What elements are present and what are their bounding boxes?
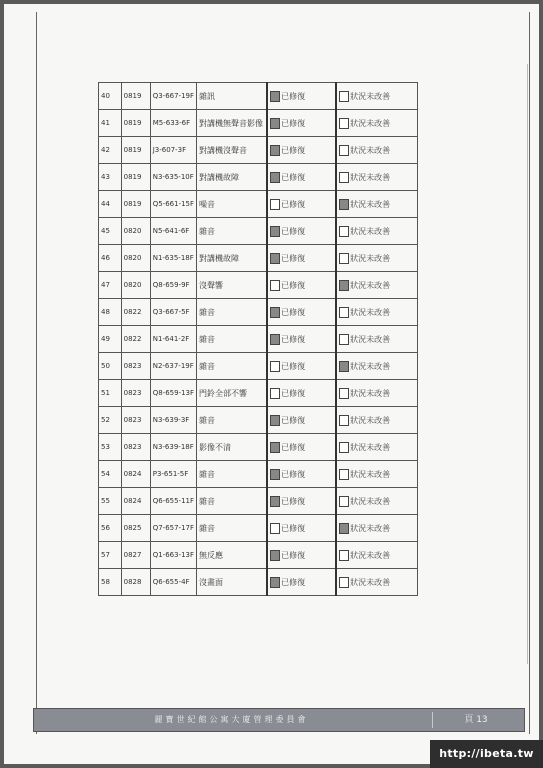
- table-row: [99, 299, 418, 326]
- issue-description: 無反應: [197, 542, 268, 569]
- not-improved-checkbox[interactable]: [339, 91, 349, 102]
- report-date: 0824: [121, 488, 150, 515]
- row-number: 52: [99, 407, 122, 434]
- fixed-cell: [267, 299, 336, 326]
- unit-code: Q3-667-5F: [150, 299, 196, 326]
- not-improved-label: 狀況未改善: [350, 199, 391, 209]
- fixed-cell: [267, 245, 336, 272]
- unit-code: Q8-659-9F: [150, 272, 196, 299]
- row-number: 42: [99, 137, 122, 164]
- table-row: [99, 326, 418, 353]
- fixed-label: 已修復: [281, 361, 306, 371]
- fixed-cell: [267, 272, 336, 299]
- fixed-checkbox[interactable]: [270, 361, 280, 372]
- not-improved-checkbox[interactable]: [339, 496, 349, 507]
- unit-code: Q8-659-13F: [150, 380, 196, 407]
- report-date: 0822: [121, 326, 150, 353]
- issue-description: 雜訊: [197, 83, 268, 110]
- fixed-cell: [267, 542, 336, 569]
- repair-record-table: [98, 82, 418, 596]
- issue-description: 雜音: [197, 488, 268, 515]
- table-row: [99, 515, 418, 542]
- unit-code: M5-633-6F: [150, 110, 196, 137]
- fixed-checkbox[interactable]: [270, 145, 280, 156]
- unit-code: Q1-663-13F: [150, 542, 196, 569]
- status-cell: [336, 299, 417, 326]
- status-cell: [336, 110, 417, 137]
- fixed-checkbox[interactable]: [270, 118, 280, 129]
- report-date: 0819: [121, 191, 150, 218]
- status-cell: [336, 191, 417, 218]
- issue-description: 對講機故障: [197, 164, 268, 191]
- not-improved-label: 狀況未改善: [350, 469, 391, 479]
- fixed-label: 已修復: [281, 226, 306, 236]
- fixed-cell: [267, 380, 336, 407]
- issue-description: 雜音: [197, 299, 268, 326]
- row-number: 44: [99, 191, 122, 218]
- not-improved-label: 狀況未改善: [350, 496, 391, 506]
- table-row: [99, 488, 418, 515]
- fixed-label: 已修復: [281, 118, 306, 128]
- fixed-cell: [267, 488, 336, 515]
- unit-code: Q7-657-17F: [150, 515, 196, 542]
- fixed-cell: [267, 191, 336, 218]
- not-improved-checkbox[interactable]: [339, 307, 349, 318]
- fixed-label: 已修復: [281, 469, 306, 479]
- not-improved-checkbox[interactable]: [339, 253, 349, 264]
- report-date: 0822: [121, 299, 150, 326]
- status-cell: [336, 569, 417, 596]
- status-cell: [336, 488, 417, 515]
- fixed-checkbox[interactable]: [270, 496, 280, 507]
- fixed-checkbox[interactable]: [270, 415, 280, 426]
- issue-description: 雜音: [197, 407, 268, 434]
- unit-code: N5-641-6F: [150, 218, 196, 245]
- fixed-label: 已修復: [281, 415, 306, 425]
- status-cell: [336, 434, 417, 461]
- issue-description: 沒聲響: [197, 272, 268, 299]
- fixed-cell: [267, 515, 336, 542]
- fixed-label: 已修復: [281, 145, 306, 155]
- unit-code: N3-639-18F: [150, 434, 196, 461]
- row-number: 51: [99, 380, 122, 407]
- fixed-label: 已修復: [281, 577, 306, 587]
- not-improved-label: 狀況未改善: [350, 334, 391, 344]
- fixed-checkbox[interactable]: [270, 226, 280, 237]
- not-improved-checkbox[interactable]: [339, 361, 349, 372]
- status-cell: [336, 353, 417, 380]
- not-improved-checkbox[interactable]: [339, 388, 349, 399]
- issue-description: 雜音: [197, 353, 268, 380]
- fixed-cell: [267, 407, 336, 434]
- row-number: 47: [99, 272, 122, 299]
- report-date: 0825: [121, 515, 150, 542]
- not-improved-label: 狀況未改善: [350, 442, 391, 452]
- report-date: 0819: [121, 83, 150, 110]
- fixed-label: 已修復: [281, 442, 306, 452]
- table-row: [99, 353, 418, 380]
- status-cell: [336, 245, 417, 272]
- report-date: 0823: [121, 407, 150, 434]
- unit-code: N2-637-19F: [150, 353, 196, 380]
- fixed-cell: [267, 218, 336, 245]
- fixed-label: 已修復: [281, 91, 306, 101]
- fixed-label: 已修復: [281, 550, 306, 560]
- not-improved-label: 狀況未改善: [350, 388, 391, 398]
- not-improved-label: 狀況未改善: [350, 91, 391, 101]
- fixed-cell: [267, 164, 336, 191]
- issue-description: 門鈴全部不響: [197, 380, 268, 407]
- report-date: 0820: [121, 272, 150, 299]
- fixed-checkbox[interactable]: [270, 280, 280, 291]
- not-improved-label: 狀況未改善: [350, 361, 391, 371]
- not-improved-label: 狀況未改善: [350, 253, 391, 263]
- row-number: 50: [99, 353, 122, 380]
- status-cell: [336, 83, 417, 110]
- fixed-checkbox[interactable]: [270, 388, 280, 399]
- row-number: 41: [99, 110, 122, 137]
- status-cell: [336, 515, 417, 542]
- row-number: 43: [99, 164, 122, 191]
- unit-code: Q5-661-15F: [150, 191, 196, 218]
- watermark: http://ibeta.tw: [430, 740, 543, 768]
- status-cell: [336, 164, 417, 191]
- unit-code: J3-607-3F: [150, 137, 196, 164]
- unit-code: Q6-655-4F: [150, 569, 196, 596]
- row-number: 53: [99, 434, 122, 461]
- table-row: [99, 218, 418, 245]
- not-improved-checkbox[interactable]: [339, 118, 349, 129]
- status-cell: [336, 380, 417, 407]
- report-date: 0823: [121, 434, 150, 461]
- scan-shadow-line: [527, 64, 528, 664]
- fixed-cell: [267, 353, 336, 380]
- fixed-label: 已修復: [281, 253, 306, 263]
- fixed-cell: [267, 137, 336, 164]
- issue-description: 雜音: [197, 218, 268, 245]
- unit-code: N1-635-18F: [150, 245, 196, 272]
- issue-description: 對講機沒聲音: [197, 137, 268, 164]
- row-number: 55: [99, 488, 122, 515]
- page-border-left: [36, 12, 37, 734]
- not-improved-label: 狀況未改善: [350, 226, 391, 236]
- fixed-checkbox[interactable]: [270, 577, 280, 588]
- fixed-label: 已修復: [281, 388, 306, 398]
- unit-code: Q6-655-11F: [150, 488, 196, 515]
- not-improved-checkbox[interactable]: [339, 226, 349, 237]
- not-improved-label: 狀況未改善: [350, 118, 391, 128]
- fixed-checkbox[interactable]: [270, 523, 280, 534]
- row-number: 57: [99, 542, 122, 569]
- not-improved-label: 狀況未改善: [350, 577, 391, 587]
- fixed-checkbox[interactable]: [270, 199, 280, 210]
- not-improved-checkbox[interactable]: [339, 577, 349, 588]
- row-number: 46: [99, 245, 122, 272]
- fixed-label: 已修復: [281, 199, 306, 209]
- fixed-cell: [267, 461, 336, 488]
- table-row: [99, 569, 418, 596]
- fixed-label: 已修復: [281, 307, 306, 317]
- table-row: [99, 110, 418, 137]
- fixed-label: 已修復: [281, 334, 306, 344]
- table-row: [99, 407, 418, 434]
- status-cell: [336, 218, 417, 245]
- not-improved-checkbox[interactable]: [339, 442, 349, 453]
- unit-code: N3-635-10F: [150, 164, 196, 191]
- report-date: 0827: [121, 542, 150, 569]
- issue-description: 雜音: [197, 461, 268, 488]
- not-improved-label: 狀況未改善: [350, 523, 391, 533]
- fixed-label: 已修復: [281, 172, 306, 182]
- report-date: 0823: [121, 380, 150, 407]
- not-improved-checkbox[interactable]: [339, 469, 349, 480]
- table-row: [99, 380, 418, 407]
- table-row: [99, 191, 418, 218]
- not-improved-checkbox[interactable]: [339, 280, 349, 291]
- status-cell: [336, 542, 417, 569]
- row-number: 54: [99, 461, 122, 488]
- fixed-checkbox[interactable]: [270, 91, 280, 102]
- issue-description: 對講機無聲音影像: [197, 110, 268, 137]
- row-number: 40: [99, 83, 122, 110]
- fixed-label: 已修復: [281, 496, 306, 506]
- issue-description: 沒畫面: [197, 569, 268, 596]
- not-improved-checkbox[interactable]: [339, 334, 349, 345]
- row-number: 56: [99, 515, 122, 542]
- fixed-cell: [267, 569, 336, 596]
- status-cell: [336, 407, 417, 434]
- table-row: [99, 137, 418, 164]
- issue-description: 影像不清: [197, 434, 268, 461]
- not-improved-label: 狀況未改善: [350, 415, 391, 425]
- status-cell: [336, 137, 417, 164]
- fixed-cell: [267, 434, 336, 461]
- not-improved-checkbox[interactable]: [339, 523, 349, 534]
- report-date: 0824: [121, 461, 150, 488]
- report-date: 0819: [121, 110, 150, 137]
- unit-code: P3-651-5F: [150, 461, 196, 488]
- table-row: [99, 83, 418, 110]
- unit-code: N3-639-3F: [150, 407, 196, 434]
- fixed-cell: [267, 110, 336, 137]
- table-row: [99, 461, 418, 488]
- fixed-cell: [267, 326, 336, 353]
- fixed-checkbox[interactable]: [270, 253, 280, 264]
- not-improved-label: 狀況未改善: [350, 145, 391, 155]
- footer-bar: [33, 708, 525, 732]
- status-cell: [336, 272, 417, 299]
- table-row: [99, 245, 418, 272]
- fixed-cell: [267, 83, 336, 110]
- fixed-label: 已修復: [281, 280, 306, 290]
- report-date: 0823: [121, 353, 150, 380]
- fixed-checkbox[interactable]: [270, 550, 280, 561]
- row-number: 45: [99, 218, 122, 245]
- report-date: 0820: [121, 218, 150, 245]
- fixed-label: 已修復: [281, 523, 306, 533]
- not-improved-label: 狀況未改善: [350, 550, 391, 560]
- not-improved-checkbox[interactable]: [339, 172, 349, 183]
- fixed-checkbox[interactable]: [270, 307, 280, 318]
- report-date: 0828: [121, 569, 150, 596]
- page-number: 頁 13: [432, 712, 519, 728]
- status-cell: [336, 326, 417, 353]
- not-improved-checkbox[interactable]: [339, 145, 349, 156]
- issue-description: 雜音: [197, 515, 268, 542]
- fixed-checkbox[interactable]: [270, 442, 280, 453]
- table-row: [99, 542, 418, 569]
- committee-name: 麗寶世紀館公寓大廈管理委員會: [154, 715, 309, 724]
- issue-description: 對講機故障: [197, 245, 268, 272]
- fixed-checkbox[interactable]: [270, 334, 280, 345]
- not-improved-label: 狀況未改善: [350, 307, 391, 317]
- unit-code: Q3-667-19F: [150, 83, 196, 110]
- fixed-checkbox[interactable]: [270, 172, 280, 183]
- issue-description: 噪音: [197, 191, 268, 218]
- table-row: [99, 272, 418, 299]
- fixed-checkbox[interactable]: [270, 469, 280, 480]
- status-cell: [336, 461, 417, 488]
- table-row: [99, 164, 418, 191]
- row-number: 48: [99, 299, 122, 326]
- not-improved-checkbox[interactable]: [339, 415, 349, 426]
- not-improved-checkbox[interactable]: [339, 199, 349, 210]
- unit-code: N1-641-2F: [150, 326, 196, 353]
- not-improved-label: 狀況未改善: [350, 172, 391, 182]
- row-number: 58: [99, 569, 122, 596]
- row-number: 49: [99, 326, 122, 353]
- not-improved-checkbox[interactable]: [339, 550, 349, 561]
- report-date: 0820: [121, 245, 150, 272]
- report-date: 0819: [121, 164, 150, 191]
- table-row: [99, 434, 418, 461]
- not-improved-label: 狀況未改善: [350, 280, 391, 290]
- report-date: 0819: [121, 137, 150, 164]
- page-border-right: [529, 12, 530, 734]
- issue-description: 雜音: [197, 326, 268, 353]
